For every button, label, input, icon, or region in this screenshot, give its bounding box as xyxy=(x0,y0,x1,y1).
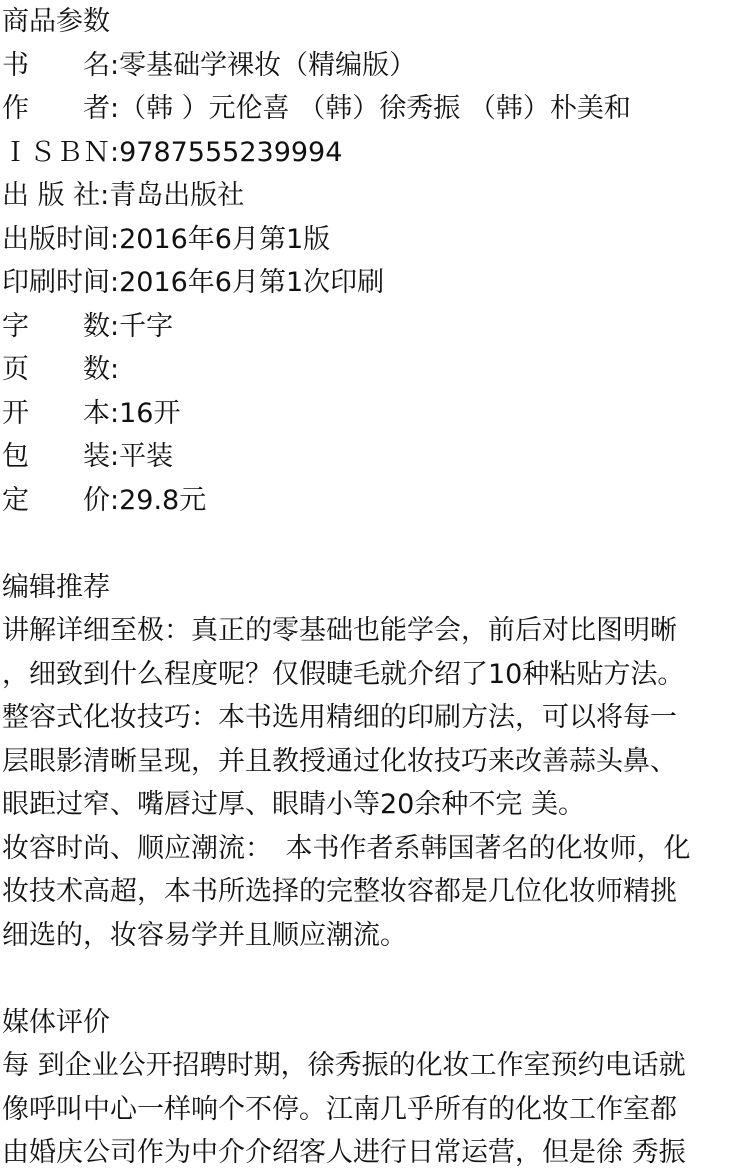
param-publisher: 出 版 社:青岛出版社 xyxy=(2,180,245,211)
product-description xyxy=(2,0,748,1175)
param-isbn: ＩＳＢＮ:9787555239994 xyxy=(2,136,343,168)
recommend-line: 讲解详细至极：真正的零基础也能学会，前后对比图明晰 xyxy=(2,615,677,646)
params-list xyxy=(2,44,748,523)
recommend-line: 层眼影清晰呈现，并且教授通过化妆技巧来改善蒜头鼻、 xyxy=(2,745,677,777)
recommend-body xyxy=(2,609,748,957)
recommend-line: 妆技术高超，本书所选择的完整妆容都是几位化妆师精挑 xyxy=(2,876,677,907)
spacer xyxy=(2,957,748,1001)
media-body xyxy=(2,1044,748,1175)
params-title: 商品参数 xyxy=(2,6,110,37)
recommend-line: 细选的，妆容易学并且顺应潮流。 xyxy=(2,919,407,951)
media-title: 媒体评价 xyxy=(2,1006,110,1038)
param-word-count: 字 数:千字 xyxy=(2,310,174,342)
media-line: 每 到企业公开招聘时期，徐秀振的化妆工作室预约电话就 xyxy=(2,1050,686,1081)
recommend-line: 妆容时尚、顺应潮流： 本书作者系韩国著名的化妆师，化 xyxy=(2,832,691,864)
param-publish-date: 出版时间:2016年6月第1版 xyxy=(2,223,331,255)
param-author: 作 者:（韩 ）元伦喜 （韩）徐秀振 （韩）朴美和 xyxy=(2,93,631,124)
recommend-title: 编辑推荐 xyxy=(2,571,110,603)
media-line: 像呼叫中心一样响个不停。江南几乎所有的化妆工作室都 xyxy=(2,1093,677,1125)
recommend-line: 整容式化妆技巧：本书选用精细的印刷方法，可以将每一 xyxy=(2,702,677,733)
spacer xyxy=(2,522,748,566)
recommend-line: ，细致到什么程度呢？仅假睫毛就介绍了10种粘贴方法。 xyxy=(2,658,685,690)
param-book-name: 书 名:零基础学裸妆（精编版） xyxy=(2,49,417,81)
param-price: 定 价:29.8元 xyxy=(2,484,207,516)
param-print-date: 印刷时间:2016年6月第1次印刷 xyxy=(2,267,385,298)
recommend-line: 眼距过窄、嘴唇过厚、眼睛小等20余种不完 美。 xyxy=(2,789,585,820)
param-page-count: 页 数: xyxy=(2,354,120,385)
param-binding: 包 装:平装 xyxy=(2,441,174,472)
media-line: 由婚庆公司作为中介介绍客人进行日常运营，但是徐 秀振 xyxy=(2,1137,686,1168)
param-format: 开 本:16开 xyxy=(2,397,181,429)
